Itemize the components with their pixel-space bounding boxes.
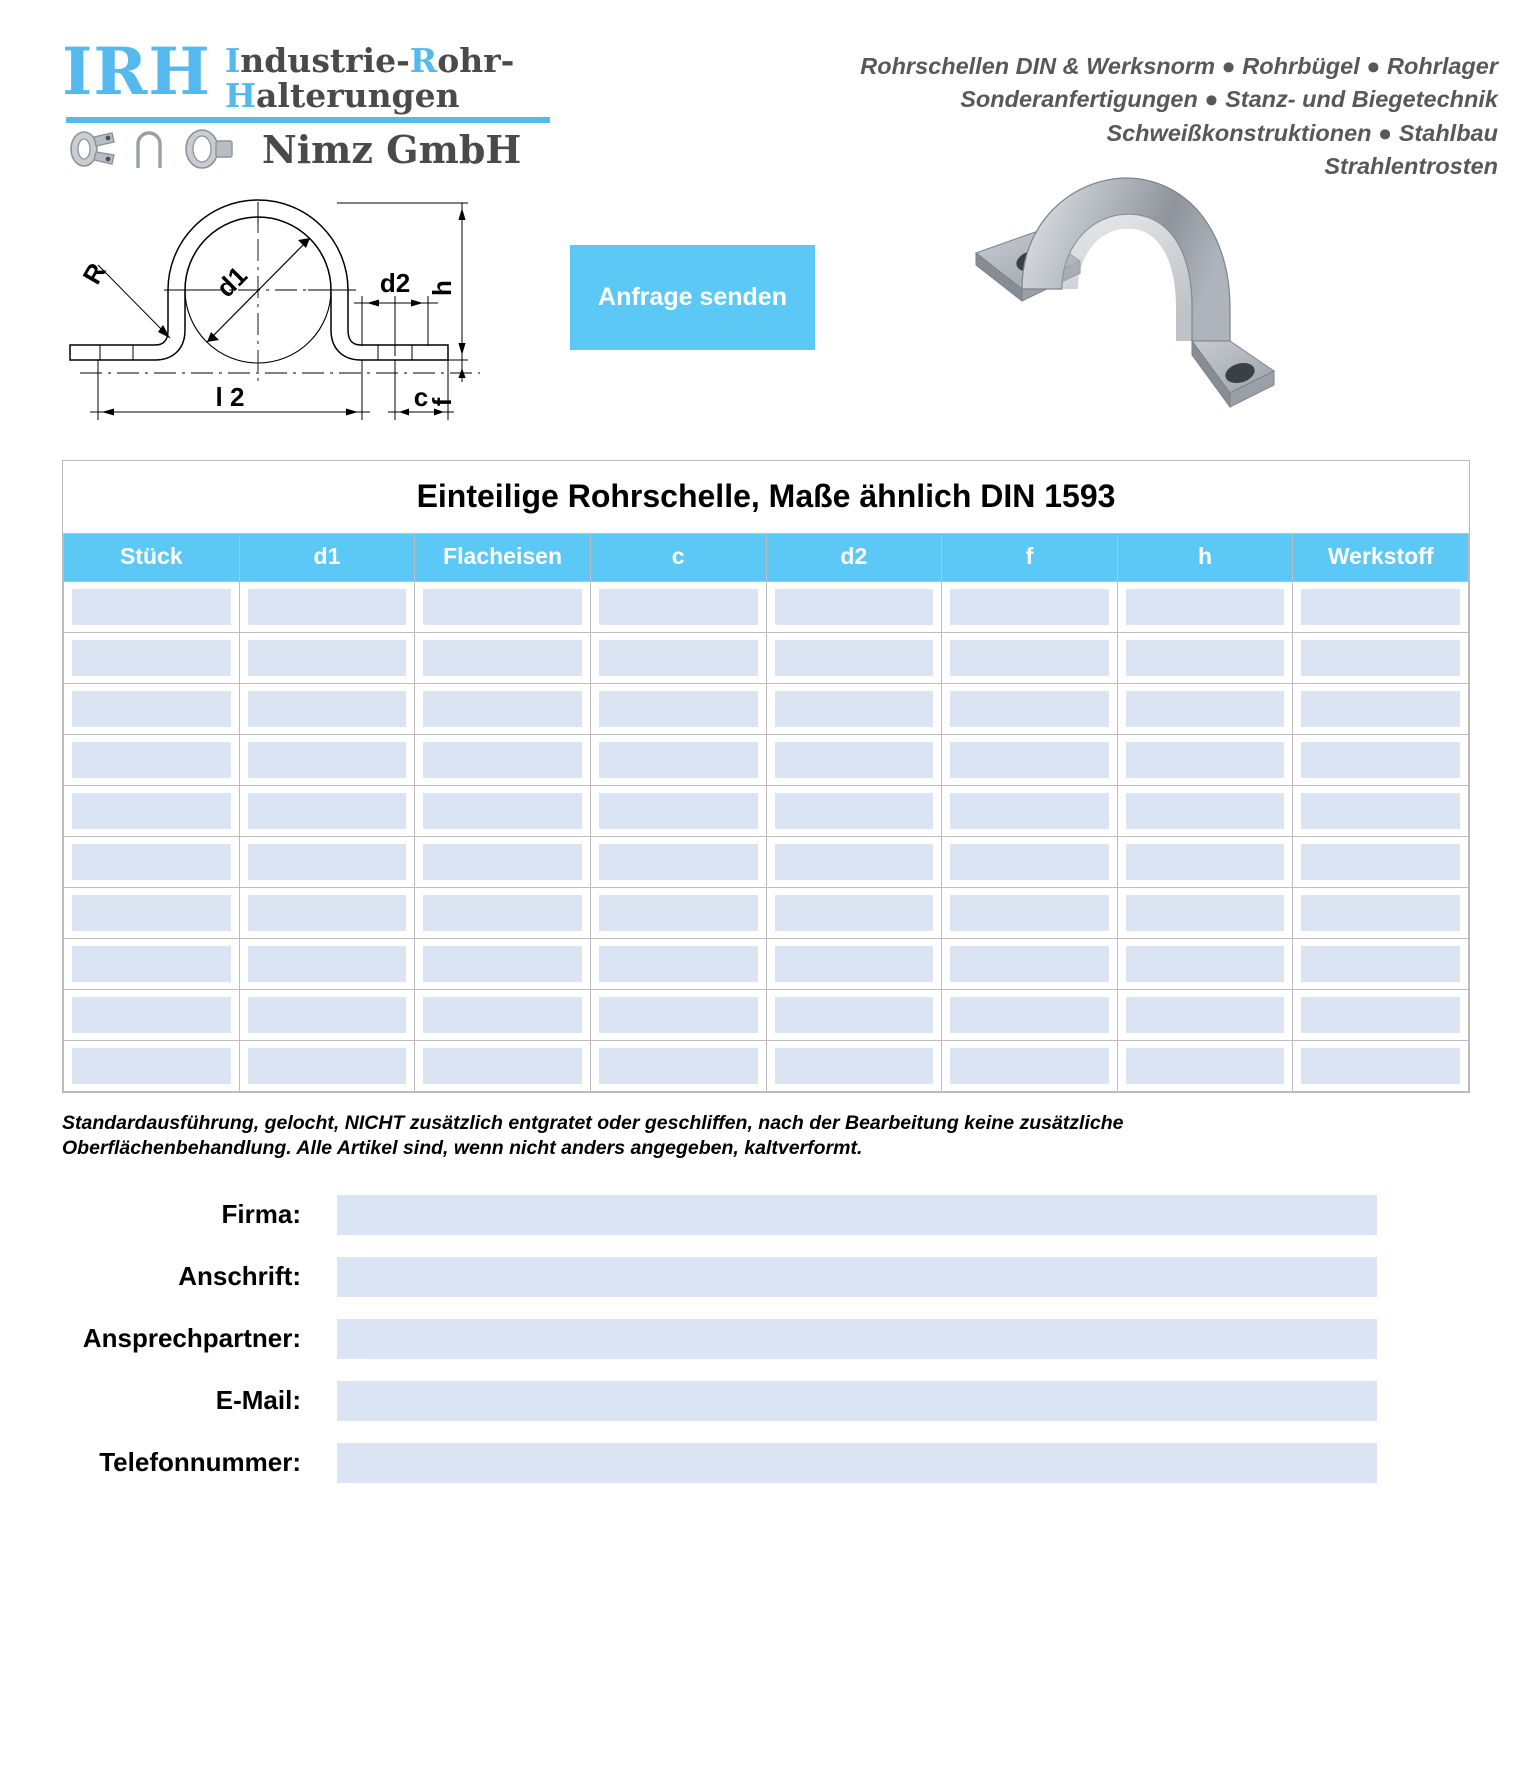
- table-cell: [942, 684, 1118, 735]
- cell-input-0-2[interactable]: [72, 691, 231, 727]
- contact-row-ansprechpartner: [62, 1319, 1470, 1359]
- table-cell: [239, 837, 415, 888]
- cell-input-3-6[interactable]: [599, 895, 758, 931]
- cell-input-7-0[interactable]: [1301, 589, 1460, 625]
- label-email: E-Mail:: [215, 1385, 301, 1416]
- table-cell: [590, 633, 766, 684]
- table-cell: [1117, 735, 1293, 786]
- table-cell: [415, 1041, 591, 1092]
- cell-input-4-5[interactable]: [775, 844, 934, 880]
- contact-row-anschrift: [62, 1257, 1470, 1297]
- table-cell: [1117, 1041, 1293, 1092]
- table-cell: [239, 735, 415, 786]
- cell-input-2-1[interactable]: [423, 640, 582, 676]
- send-inquiry-button[interactable]: Anfrage senden: [570, 245, 815, 350]
- table-row: [64, 1041, 1469, 1092]
- table-cell: [766, 582, 942, 633]
- cell-input-1-4[interactable]: [248, 793, 407, 829]
- table-cell: [590, 684, 766, 735]
- logo-wordmark-line1-rest: ndustrie-: [240, 41, 410, 80]
- spec-table: [63, 533, 1469, 1092]
- table-cell: [590, 582, 766, 633]
- cell-input-1-5[interactable]: [248, 844, 407, 880]
- table-cell: [1117, 684, 1293, 735]
- cell-input-2-3[interactable]: [423, 742, 582, 778]
- table-cell: [942, 735, 1118, 786]
- table-cell: [1293, 633, 1469, 684]
- cell-input-2-0[interactable]: [423, 589, 582, 625]
- table-row: [64, 888, 1469, 939]
- header-tagline-line-2: Sonderanfertigungen ● Stanz- und Biegetechnik: [960, 86, 1498, 113]
- cell-input-1-9[interactable]: [248, 1048, 407, 1084]
- cell-input-5-5[interactable]: [950, 844, 1109, 880]
- cell-input-0-3[interactable]: [72, 742, 231, 778]
- spec-table-header-row: [64, 534, 1469, 582]
- table-cell: [64, 582, 240, 633]
- table-cell: [1293, 939, 1469, 990]
- table-cell: [415, 888, 591, 939]
- column-header-c: c: [590, 534, 766, 582]
- table-cell: [1117, 786, 1293, 837]
- header-tagline-line-3: Schweißkonstruktionen ● Stahlbau: [1106, 119, 1498, 146]
- cell-input-4-1[interactable]: [775, 640, 934, 676]
- table-cell: [766, 1041, 942, 1092]
- table-cell: [590, 939, 766, 990]
- dim-label-h: h: [427, 280, 457, 296]
- table-cell: [1293, 1041, 1469, 1092]
- logo-mark-irh: IRH: [62, 34, 211, 110]
- cell-input-3-0[interactable]: [599, 589, 758, 625]
- clamp-3d-render: [930, 165, 1300, 415]
- cell-input-7-8[interactable]: [1301, 997, 1460, 1033]
- table-cell: [942, 939, 1118, 990]
- cell-input-2-7[interactable]: [423, 946, 582, 982]
- spec-table-body: [64, 582, 1469, 1092]
- cell-input-5-1[interactable]: [950, 640, 1109, 676]
- cell-input-7-5[interactable]: [1301, 844, 1460, 880]
- dim-label-R: R: [76, 257, 112, 290]
- logo-wordmark-line2-rest: alterungen: [256, 75, 460, 115]
- logo-wordmark-line1: [224, 41, 515, 80]
- table-cell: [415, 837, 591, 888]
- cell-input-4-2[interactable]: [775, 691, 934, 727]
- cell-input-5-9[interactable]: [950, 1048, 1109, 1084]
- cell-input-1-1[interactable]: [248, 640, 407, 676]
- table-cell: [766, 735, 942, 786]
- column-header-flacheisen: Flacheisen: [415, 534, 591, 582]
- contact-row-firma: [62, 1195, 1470, 1235]
- cell-input-0-5[interactable]: [72, 844, 231, 880]
- column-header-f: f: [942, 534, 1118, 582]
- table-cell: [415, 633, 591, 684]
- cell-input-6-6[interactable]: [1126, 895, 1285, 931]
- table-cell: [239, 888, 415, 939]
- spec-table-title: Einteilige Rohrschelle, Maße ähnlich DIN 1593: [416, 478, 1116, 514]
- table-cell: [64, 1041, 240, 1092]
- cell-input-7-7[interactable]: [1301, 946, 1460, 982]
- table-cell: [766, 990, 942, 1041]
- spec-table-container: [62, 460, 1470, 1093]
- cell-input-2-6[interactable]: [423, 895, 582, 931]
- cell-input-7-3[interactable]: [1301, 742, 1460, 778]
- logo-wordmark-line2: [224, 75, 514, 115]
- logo-wordmark-line2-initial: H: [224, 75, 257, 115]
- dim-label-f: f: [427, 397, 457, 407]
- page-header: [0, 0, 1532, 180]
- table-cell: [64, 735, 240, 786]
- cell-input-1-8[interactable]: [248, 997, 407, 1033]
- cell-input-1-7[interactable]: [248, 946, 407, 982]
- cell-input-6-7[interactable]: [1126, 946, 1285, 982]
- logo-divider-rule: [66, 117, 550, 123]
- table-cell: [766, 786, 942, 837]
- label-firma: Firma:: [221, 1199, 301, 1230]
- table-cell: [239, 684, 415, 735]
- table-cell: [64, 786, 240, 837]
- cell-input-6-4[interactable]: [1126, 793, 1285, 829]
- table-cell: [64, 939, 240, 990]
- table-cell: [1117, 582, 1293, 633]
- note-line-2: Oberflächenbehandlung. Alle Artikel sind, wenn nicht anders angegeben, kaltverformt.: [62, 1136, 863, 1159]
- table-cell: [415, 735, 591, 786]
- dim-label-d1: d1: [210, 260, 253, 303]
- cell-input-3-3[interactable]: [599, 742, 758, 778]
- cell-input-3-2[interactable]: [599, 691, 758, 727]
- label-telefonnummer: Telefonnummer:: [99, 1447, 301, 1478]
- column-header-d2: d2: [766, 534, 942, 582]
- cell-input-6-9[interactable]: [1126, 1048, 1285, 1084]
- table-cell: [415, 684, 591, 735]
- logo-company-name: Nimz GmbH: [262, 126, 522, 172]
- table-cell: [1293, 990, 1469, 1041]
- cell-input-3-4[interactable]: [599, 793, 758, 829]
- cell-input-7-4[interactable]: [1301, 793, 1460, 829]
- cell-input-4-4[interactable]: [775, 793, 934, 829]
- cell-input-6-5[interactable]: [1126, 844, 1285, 880]
- table-cell: [942, 888, 1118, 939]
- cell-input-5-2[interactable]: [950, 691, 1109, 727]
- cell-input-1-0[interactable]: [248, 589, 407, 625]
- column-header-stueck: Stück: [64, 534, 240, 582]
- table-cell: [1117, 837, 1293, 888]
- table-cell: [1117, 888, 1293, 939]
- cell-input-2-5[interactable]: [423, 844, 582, 880]
- input-ansprechpartner[interactable]: [337, 1319, 1377, 1359]
- table-cell: [239, 582, 415, 633]
- cell-input-3-1[interactable]: [599, 640, 758, 676]
- header-tagline-line-1: Rohrschellen DIN & Werksnorm ● Rohrbügel ● Rohrlager: [860, 53, 1498, 79]
- table-cell: [942, 786, 1118, 837]
- contact-row-telefonnummer: [62, 1443, 1470, 1483]
- table-row: [64, 684, 1469, 735]
- cell-input-0-6[interactable]: [72, 895, 231, 931]
- contact-row-email: [62, 1381, 1470, 1421]
- logo-wordmark: [224, 41, 515, 115]
- cell-input-6-8[interactable]: [1126, 997, 1285, 1033]
- input-anschrift[interactable]: [337, 1257, 1377, 1297]
- table-cell: [1117, 990, 1293, 1041]
- cell-input-4-7[interactable]: [775, 946, 934, 982]
- table-cell: [239, 786, 415, 837]
- cell-input-5-0[interactable]: [950, 589, 1109, 625]
- table-row: [64, 939, 1469, 990]
- table-cell: [942, 582, 1118, 633]
- cell-input-5-3[interactable]: [950, 742, 1109, 778]
- illustration-strip: [0, 160, 1532, 460]
- cell-input-5-7[interactable]: [950, 946, 1109, 982]
- cell-input-0-9[interactable]: [72, 1048, 231, 1084]
- technical-drawing: [60, 170, 500, 430]
- table-cell: [590, 786, 766, 837]
- table-row: [64, 633, 1469, 684]
- cell-input-1-3[interactable]: [248, 742, 407, 778]
- table-cell: [1293, 888, 1469, 939]
- input-firma[interactable]: [337, 1195, 1377, 1235]
- table-cell: [415, 990, 591, 1041]
- table-cell: [590, 1041, 766, 1092]
- cell-input-7-9[interactable]: [1301, 1048, 1460, 1084]
- table-cell: [239, 633, 415, 684]
- table-cell: [766, 939, 942, 990]
- table-cell: [590, 735, 766, 786]
- dim-label-c: c: [413, 382, 429, 412]
- contact-form: [62, 1195, 1470, 1483]
- table-cell: [942, 633, 1118, 684]
- cell-input-6-2[interactable]: [1126, 691, 1285, 727]
- cell-input-4-8[interactable]: [775, 997, 934, 1033]
- table-row: [64, 837, 1469, 888]
- input-telefonnummer[interactable]: [337, 1443, 1377, 1483]
- cell-input-3-9[interactable]: [599, 1048, 758, 1084]
- table-cell: [64, 633, 240, 684]
- cell-input-4-9[interactable]: [775, 1048, 934, 1084]
- cell-input-3-7[interactable]: [599, 946, 758, 982]
- cell-input-2-2[interactable]: [423, 691, 582, 727]
- standard-execution-note: [62, 1111, 1277, 1161]
- table-cell: [415, 582, 591, 633]
- header-tagline-line-4: Strahlentrosten: [1324, 153, 1498, 180]
- cell-input-2-9[interactable]: [423, 1048, 582, 1084]
- table-cell: [766, 633, 942, 684]
- table-cell: [1117, 633, 1293, 684]
- column-header-d1: d1: [239, 534, 415, 582]
- table-cell: [1293, 786, 1469, 837]
- cell-input-5-6[interactable]: [950, 895, 1109, 931]
- cell-input-1-2[interactable]: [248, 691, 407, 727]
- table-cell: [1293, 735, 1469, 786]
- cell-input-6-0[interactable]: [1126, 589, 1285, 625]
- table-cell: [64, 888, 240, 939]
- table-cell: [1293, 684, 1469, 735]
- table-row: [64, 786, 1469, 837]
- table-cell: [239, 1041, 415, 1092]
- logo-wordmark-line1-initial2: R: [409, 41, 438, 80]
- cell-input-2-4[interactable]: [423, 793, 582, 829]
- input-email[interactable]: [337, 1381, 1377, 1421]
- table-cell: [1293, 582, 1469, 633]
- cell-input-7-2[interactable]: [1301, 691, 1460, 727]
- cell-input-1-6[interactable]: [248, 895, 407, 931]
- table-cell: [64, 990, 240, 1041]
- table-row: [64, 735, 1469, 786]
- table-row: [64, 990, 1469, 1041]
- cell-input-3-5[interactable]: [599, 844, 758, 880]
- cell-input-4-6[interactable]: [775, 895, 934, 931]
- column-header-werkstoff: Werkstoff: [1293, 534, 1469, 582]
- table-cell: [590, 888, 766, 939]
- cell-input-5-8[interactable]: [950, 997, 1109, 1033]
- table-cell: [766, 684, 942, 735]
- table-row: [64, 582, 1469, 633]
- cell-input-5-4[interactable]: [950, 793, 1109, 829]
- cell-input-3-8[interactable]: [599, 997, 758, 1033]
- label-ansprechpartner: Ansprechpartner:: [82, 1323, 301, 1354]
- table-cell: [590, 837, 766, 888]
- cell-input-2-8[interactable]: [423, 997, 582, 1033]
- cell-input-0-7[interactable]: [72, 946, 231, 982]
- table-cell: [942, 990, 1118, 1041]
- table-cell: [942, 1041, 1118, 1092]
- table-cell: [766, 888, 942, 939]
- table-cell: [64, 684, 240, 735]
- table-cell: [590, 990, 766, 1041]
- note-line-1: Standardausführung, gelocht, NICHT zusätzlich entgratet oder geschliffen, nach der Bearbeitung keine zusätzliche: [62, 1112, 1124, 1134]
- table-cell: [415, 786, 591, 837]
- dim-label-d2: d2: [379, 268, 411, 298]
- cell-input-7-6[interactable]: [1301, 895, 1460, 931]
- table-cell: [766, 837, 942, 888]
- cell-input-6-1[interactable]: [1126, 640, 1285, 676]
- table-cell: [1117, 939, 1293, 990]
- table-cell: [415, 939, 591, 990]
- table-cell: [239, 939, 415, 990]
- column-header-h: h: [1117, 534, 1293, 582]
- cell-input-0-8[interactable]: [72, 997, 231, 1033]
- company-logo: [62, 34, 662, 172]
- table-cell: [1293, 837, 1469, 888]
- cell-input-0-4[interactable]: [72, 793, 231, 829]
- logo-wordmark-line1-rest2: ohr-: [437, 41, 515, 80]
- cell-input-4-3[interactable]: [775, 742, 934, 778]
- table-cell: [942, 837, 1118, 888]
- cell-input-7-1[interactable]: [1301, 640, 1460, 676]
- dim-label-l2: l 2: [215, 382, 245, 412]
- label-anschrift: Anschrift:: [178, 1261, 301, 1292]
- cell-input-4-0[interactable]: [775, 589, 934, 625]
- logo-wordmark-line1-initial: I: [224, 41, 241, 80]
- cell-input-0-1[interactable]: [72, 640, 231, 676]
- table-cell: [64, 837, 240, 888]
- cell-input-6-3[interactable]: [1126, 742, 1285, 778]
- table-cell: [239, 990, 415, 1041]
- cell-input-0-0[interactable]: [72, 589, 231, 625]
